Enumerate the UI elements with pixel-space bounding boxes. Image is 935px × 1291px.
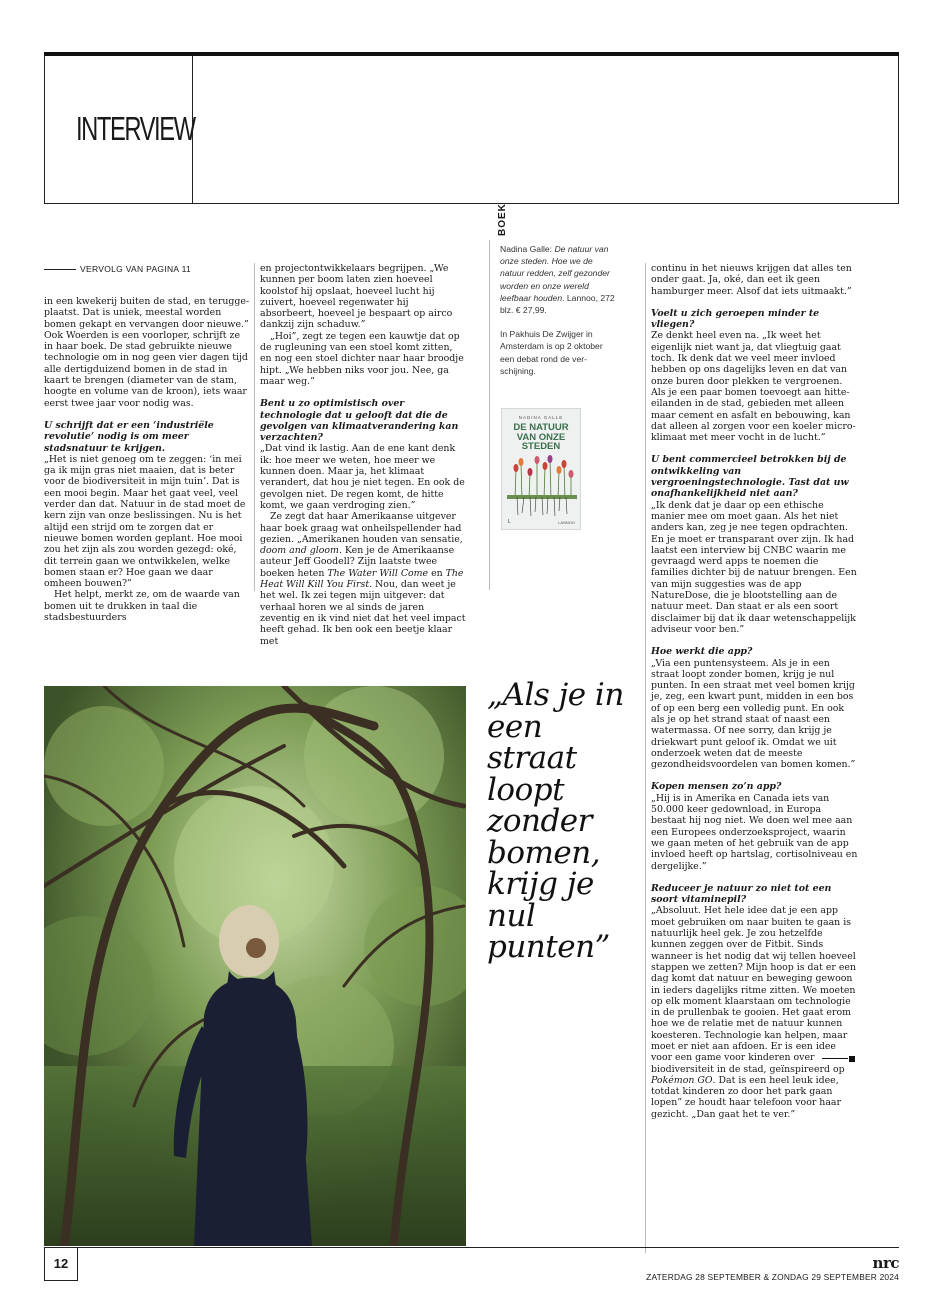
book-event: In Pakhuis De Zwijger in Amsterdam is op 2 oktober een debat rond de verschijning. bbox=[500, 329, 603, 376]
brand-logo: nrc bbox=[872, 1254, 899, 1272]
book-label bbox=[497, 196, 511, 236]
column-divider bbox=[254, 263, 255, 591]
interview-question: Voelt u zich geroepen minder te vliegen? bbox=[651, 307, 820, 331]
paragraph: Ze denkt heel even na. „Ik weet het eigenlijk niet want ja, dat vliegtuig gaat toch. Ik denk dat we veel meer invloed hebben op ons dagelijks leven en dat van onze buren door plekken te vergroenen. Als je een paar bomen toevoegt aan hitte-eilanden in de stad, gebieden met alleen maar cement en asfalt en bebouwing, kan dat alleen al zorgen voor een koeler micro-klimaat met meer vocht in de lucht.” bbox=[651, 330, 856, 444]
paragraph: en projectontwikkelaars begrijpen. „We kunnen per boom laten zien hoeveel koolstof hij opslaat, hoeveel lucht hij zuivert, hoeveel regenwater hij absorbeert, hoeveel je bespaart op airco dankzij zijn schaduw.” bbox=[260, 263, 453, 331]
interview-question: Hoe werkt die app? bbox=[651, 646, 753, 658]
paragraph: „Ik denk dat je daar op een ethische manier mee om moet gaan. Als het niet anders kan, zeg je nee tegen opdrachten. En je moet er transparant over zijn. Ik had laatst een interview bij CNBC waarin me gevraagd werd apps te noemen die families dichter bij de natuur brengen. Een van mijn suggesties was de app NatureDose, die je blootstelling aan de natuur meet. Dan staat er als een soort disclaimer bij dat ik daar wetenschappelijk adviseur voor ben.” bbox=[651, 499, 857, 635]
paragraph: continu in het nieuws krijgen dat alles ten onder gaat. Ja, oké, dan eet ik geen hamburger meer. Alsof dat iets uitmaakt.” bbox=[651, 263, 852, 297]
cover-flowers-illustration bbox=[507, 455, 577, 499]
column-divider bbox=[489, 240, 490, 590]
page-number: 12 bbox=[44, 1247, 78, 1281]
paragraph: „Hij is in Amerika en Canada iets van 50.000 keer gedownload, in Europa bestaat hij nog niet. We doen wel mee aan een Europees onderzoeksproject, waarin we gaan meten of het gebruik van de app invloed heeft op hartslag, cortisolniveau en dergelijke.” bbox=[651, 792, 858, 872]
book-label-text: BOEK bbox=[497, 203, 508, 236]
cover-title-line: STEDEN bbox=[521, 441, 561, 452]
article-column-2 bbox=[260, 263, 466, 647]
italic-text: Pokémon GO bbox=[651, 1074, 713, 1086]
text-run: . Dat is een heel leuk idee, totdat kinderen zo door het park gaan lopen” ze houdt haar telefoon voor haar gezicht. „Dan gaat het te ver.” bbox=[651, 1074, 841, 1120]
book-title: The Heat Will Kill You First bbox=[260, 567, 464, 591]
paragraph: „Dat vind ik lastig. Aan de ene kant denk ik: hoe meer we weten, hoe meer we kunnen doen. Maar ja, het klimaat verandert, dat hou je niet tegen. En ook de gevolgen niet. De regen komt, de hitte komt, we gaan verdroging zien.” bbox=[260, 443, 465, 511]
book-rule bbox=[517, 203, 612, 204]
cover-title bbox=[502, 423, 580, 452]
paragraph: „Het is niet genoeg om te zeggen: ‘in mei ga ik mijn gras niet maaien, dat is beter voor de biodiversiteit in mijn tuin’. Dat is een mooi begin. Maar het gaat veel, veel verder dan dat. Natuur in de stad moet de kern zijn van onze beslissingen. Nu is het altijd een strijd om te zorgen dat er nieuwe bomen worden geplant. Hoe mooi zou het zijn als zou worden gezegd: oké, dit terrein gaan we ontwikkelen, welke bomen staan er? Hoe gaan we daar omheen bouwen?” bbox=[44, 453, 246, 590]
cover-roots-illustration bbox=[512, 497, 572, 517]
paragraph: „Hoi”, zegt ze tegen een kauwtje dat op de rugleuning van een stoel komt zitten, en nog een stoel dichter naar haar broodje hipt. „We hebben niks voor jou. Nee, ga maar weg.” bbox=[260, 330, 464, 387]
text-run: . Ken je de Amerikaanse auteur Jeff Goodell? Zijn laatste twee boeken heten bbox=[260, 545, 455, 579]
section-title: INTERVIEW bbox=[76, 110, 195, 147]
cover-author: NADINA GALLE bbox=[518, 415, 564, 420]
interview-question: Kopen mensen zo’n app? bbox=[651, 781, 782, 793]
book-details: . Lannoo, 272 blz. € 27,99. bbox=[500, 292, 615, 316]
book-description bbox=[500, 243, 618, 316]
header-empty-box bbox=[193, 56, 899, 204]
text-run: Ze zegt dat haar Amerikaanse uitgever haar boek graag wat onheilspellender had gezien. „Amerikanen houden van sensatie, bbox=[260, 511, 463, 545]
book-title: The Water Will Come bbox=[327, 567, 429, 579]
text-run: en bbox=[428, 567, 446, 579]
interview-question: U bent commercieel betrokken bij de ontwikkeling van vergroeningstechnologie. Tast dat uw onafhankelijkheid niet aan? bbox=[651, 454, 849, 500]
interview-question: Reduceer je natuur zo niet tot een soort vitaminepil? bbox=[651, 882, 832, 906]
publisher-logo: L bbox=[508, 519, 511, 525]
paragraph bbox=[651, 905, 858, 1120]
publication-date: ZATERDAG 28 SEPTEMBER & ZONDAG 29 SEPTEMBER 2024 bbox=[646, 1272, 899, 1282]
paragraph: in een kwekerij buiten de stad, en teruggeplaatst. Dat is uniek, meestal worden bomen gekapt en vervangen door nieuwe.” Ook Woerden is een voorloper, schrijft ze in haar boek. De stad gebruikte nieuwe technologie om in nog geen vier dagen tijd alle dertigduizend bomen in de stad in kaart te brengen (diameter van de stam, hoogte en volume van de kroon), iets waar eerst twee jaar voor nodig was. bbox=[44, 296, 250, 409]
publisher-name: LANNOO bbox=[558, 520, 575, 525]
paragraph bbox=[260, 511, 466, 647]
book-info bbox=[500, 243, 618, 377]
column-divider bbox=[645, 263, 646, 1253]
interview-question: Bent u zo optimistisch over technologie dat u gelooft dat die de gevolgen van klimaatverandering kan verzachten? bbox=[260, 398, 459, 444]
footer-rule bbox=[44, 1247, 899, 1248]
continued-text: VERVOLG VAN PAGINA 11 bbox=[80, 264, 192, 274]
forest-photo-illustration bbox=[44, 686, 466, 1246]
text-run: . Nou, dan weet je het wel. Ik zei tegen mijn uitgever: dat verhaal horen we al sinds de jaren zeventig en ik vind niet dat het veel impact heeft gehad. Ik ben ook een beetje klaar met bbox=[260, 579, 466, 647]
book-author: Nadina Galle: bbox=[500, 244, 553, 254]
book-cover-image bbox=[501, 408, 581, 530]
cover-title-line: DE NATUUR bbox=[513, 422, 569, 433]
article-photo bbox=[44, 686, 466, 1246]
article-column-1 bbox=[44, 296, 250, 623]
article-column-4 bbox=[651, 263, 858, 1120]
text-run: „Absoluut. Het hele idee dat je een app moet gebruiken om naar buiten te gaan is natuurlijk heel gek. Je zou hetzelfde kunnen zeggen over de Fitbit. Sinds wanneer is het nodig dat wij tellen hoeveel stappen we zetten? Mijn hoop is dat er een dag komt dat natuur en beweging gewoon in ieders dagelijks ritme zitten. We moeten op elk moment klaarstaan om technologie in de prullenbak te gooien. Het gaat erom hoe we de relatie met de natuur kunnen koesteren. Technologie kan helpen, maar moet er niet aan afdoen. Er is een idee voor een game voor kinderen over biodiversiteit in de stad, geïnspireerd op bbox=[651, 905, 857, 1075]
book-title: De natuur van onze steden. Hoe we de natuur redden, zelf gezonder worden en onze wereld leefbaar houden bbox=[500, 244, 610, 303]
interview-question: U schrijft dat er een ‘industriële revolutie’ nodig is om meer stadsnatuur te krijgen. bbox=[44, 419, 214, 454]
paragraph: „Via een puntensysteem. Als je in een straat loopt zonder bomen, krijg je nul punten. In een straat met veel bomen krijg je, zeg, een kwart punt, midden in een bos of op een berg een volledig punt. En ook als je op het strand staat of naast een watermassa. Of nee sorry, dan krijg je driekwart punt geloof ik. Omdat we uit onderzoek weten dat de meeste gezondheidsvoordelen van bomen komen.” bbox=[651, 657, 856, 771]
cover-title-line: VAN ONZE bbox=[516, 431, 566, 443]
pull-quote: „Als je in een straat loopt zonder bomen, krijg je nul punten” bbox=[487, 677, 624, 965]
italic-text: doom and gloom bbox=[260, 545, 339, 557]
continued-from-label bbox=[44, 264, 191, 274]
article-end-mark bbox=[822, 1048, 855, 1067]
continued-rule bbox=[44, 269, 76, 270]
paragraph: Het helpt, merkt ze, om de waarde van bomen uit te drukken in taal die stadsbestuurders bbox=[44, 589, 240, 624]
